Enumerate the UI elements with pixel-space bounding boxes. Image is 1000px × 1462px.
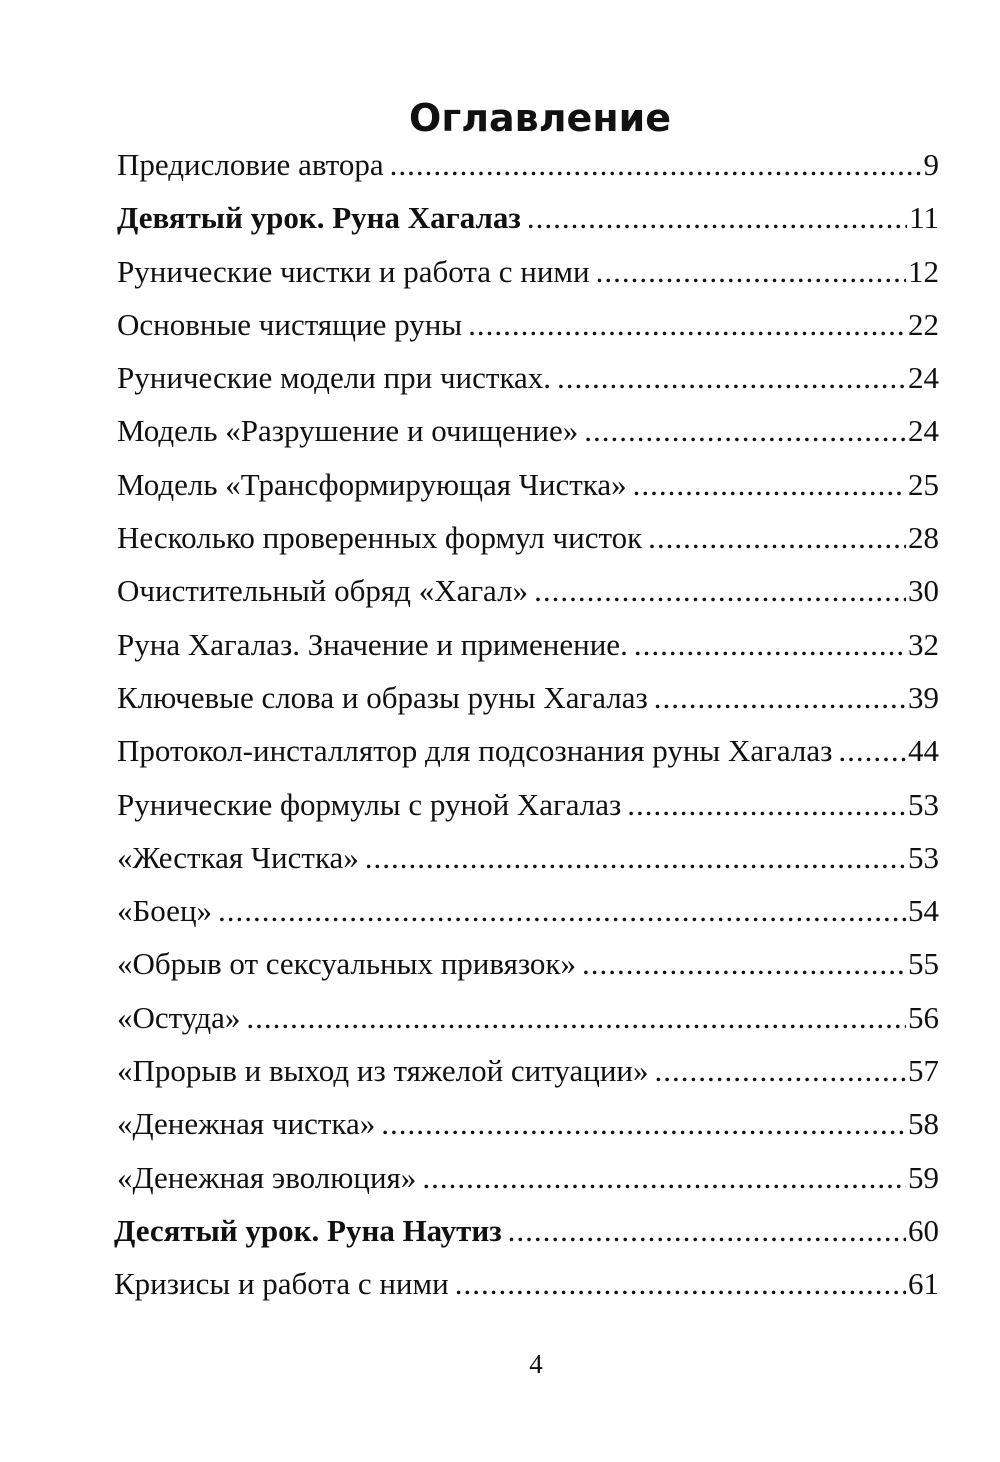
toc-entry-page: 11 (909, 200, 939, 236)
page-title: Оглавление (409, 96, 671, 140)
toc-entry-title: Несколько проверенных формул чисток (117, 520, 643, 556)
toc-entry (117, 937, 939, 990)
dot-leader (596, 245, 906, 298)
toc-entry-title: Рунические модели при чистках. (117, 360, 552, 396)
toc-entry (117, 1151, 939, 1204)
dot-leader (654, 671, 906, 724)
toc-entry (117, 1044, 939, 1097)
dot-leader (655, 1044, 906, 1097)
toc-entry-page: 54 (908, 893, 939, 929)
toc-entry-page: 59 (908, 1159, 939, 1195)
toc-entry (117, 778, 939, 831)
toc-entry-title: Модель «Разрушение и очищение» (117, 413, 579, 449)
toc-entry-page: 22 (908, 306, 939, 342)
toc-entry-page: 60 (908, 1212, 939, 1248)
dot-leader (218, 884, 906, 937)
table-of-contents (114, 138, 939, 1311)
toc-entry (117, 618, 939, 671)
toc-entry (117, 564, 939, 617)
toc-entry (117, 724, 939, 777)
toc-entry-page: 30 (908, 573, 939, 609)
toc-entry-page: 57 (908, 1053, 939, 1089)
dot-leader (422, 1151, 906, 1204)
dot-leader (365, 831, 906, 884)
toc-entry-title: «Прорыв и выход из тяжелой ситуации» (117, 1053, 649, 1089)
toc-entry-page: 55 (908, 946, 939, 982)
toc-entry-page: 61 (908, 1266, 939, 1302)
toc-entry-page: 32 (908, 626, 939, 662)
toc-entry-page: 24 (908, 413, 939, 449)
toc-entry-page: 28 (908, 520, 939, 556)
toc-entry-title: «Жесткая Чистка» (117, 839, 359, 875)
dot-leader (527, 191, 907, 244)
toc-entry (117, 404, 939, 457)
toc-entry-title: Модель «Трансформирующая Чистка» (117, 466, 627, 502)
dot-leader (557, 351, 906, 404)
toc-entry-title: «Денежная эволюция» (117, 1159, 417, 1195)
dot-leader (582, 937, 906, 990)
toc-entry (117, 191, 939, 244)
toc-entry-title: Очистительный обряд «Хагал» (117, 573, 529, 609)
toc-entry (117, 458, 939, 511)
toc-entry-page: 58 (908, 1106, 939, 1142)
toc-entry (117, 884, 939, 937)
dot-leader (381, 1097, 906, 1150)
toc-entry-title: Девятый урок. Руна Хагалаз (117, 200, 521, 236)
toc-entry-page: 24 (908, 360, 939, 396)
dot-leader (390, 138, 922, 191)
toc-entry (117, 138, 939, 191)
toc-entry-title: Руна Хагалаз. Значение и применение. (117, 626, 628, 662)
toc-entry-title: «Боец» (117, 893, 213, 929)
toc-entry (117, 245, 939, 298)
dot-leader (634, 618, 906, 671)
toc-entry (114, 1257, 939, 1310)
toc-entry-page: 53 (908, 786, 939, 822)
dot-leader (838, 724, 906, 777)
dot-leader (534, 564, 906, 617)
toc-entry-page: 44 (908, 733, 939, 769)
page-number: 4 (529, 1349, 543, 1379)
toc-entry-title: Ключевые слова и образы руны Хагалаз (117, 679, 648, 715)
dot-leader (584, 404, 906, 457)
toc-entry (117, 351, 939, 404)
toc-entry (117, 298, 939, 351)
toc-entry-title: «Остуда» (117, 999, 241, 1035)
toc-entry-title: Рунические формулы с руной Хагалаз (117, 786, 622, 822)
toc-entry-title: «Денежная чистка» (117, 1106, 376, 1142)
toc-entry (117, 1097, 939, 1150)
toc-entry (117, 991, 939, 1044)
dot-leader (455, 1257, 906, 1310)
toc-entry-title: Кризисы и работа с ними (114, 1266, 449, 1302)
toc-entry-title: Предисловие автора (117, 147, 384, 182)
toc-entry-title: Десятый урок. Руна Наутиз (114, 1212, 502, 1248)
dot-leader (508, 1204, 906, 1257)
dot-leader (246, 991, 906, 1044)
toc-entry-title: Рунические чистки и работа с ними (117, 253, 590, 289)
dot-leader (468, 298, 906, 351)
toc-entry-page: 53 (908, 839, 939, 875)
toc-entry-title: Основные чистящие руны (117, 306, 463, 342)
toc-entry (117, 831, 939, 884)
toc-entry (117, 511, 939, 564)
toc-entry-page: 56 (908, 999, 939, 1035)
toc-entry-page: 39 (908, 679, 939, 715)
toc-entry-title: Протокол-инсталлятор для подсознания руны Хагалаз (117, 733, 833, 769)
toc-entry-page: 12 (908, 253, 939, 289)
dot-leader (627, 778, 906, 831)
toc-entry (117, 671, 939, 724)
dot-leader (633, 458, 906, 511)
toc-entry-title: «Обрыв от сексуальных привязок» (117, 946, 576, 982)
toc-entry-page: 25 (908, 466, 939, 502)
toc-entry (114, 1204, 939, 1257)
dot-leader (648, 511, 906, 564)
toc-entry-page: 9 (923, 147, 939, 182)
